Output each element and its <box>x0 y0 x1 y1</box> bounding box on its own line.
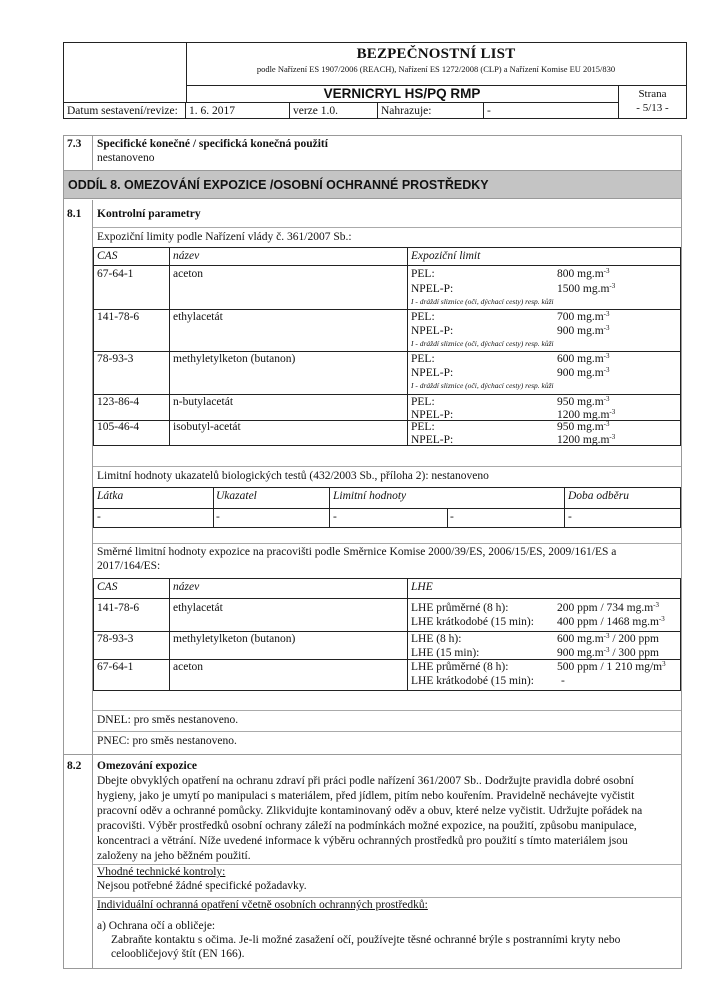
paragraph-line: koncentraci a větrání. Níže uvedené informace k výběru ochranných prostředků pro použití s tímto materiálem jsou <box>97 835 628 847</box>
table-cell: - <box>450 511 454 523</box>
section-7-3-title: Specifické konečné / specifická konečná použití <box>97 138 328 150</box>
limit-note: I - dráždí sliznice (oči, dýchací cesty) resp. kůži <box>411 297 554 306</box>
limit-label: PEL: <box>411 421 435 433</box>
lhe-label: LHE průměrné (8 h): <box>411 661 509 673</box>
row-divider <box>94 598 680 599</box>
title-cell <box>186 43 686 86</box>
limit-value: 950 $mg.m^{-3}$ <box>557 420 610 433</box>
limit-value: 800 $mg.m^{-3}$ <box>557 267 610 280</box>
eu-limits-intro-line2: 2017/164/ES: <box>97 560 161 572</box>
limit-value: 1200 $mg.m^{-3}$ <box>557 408 616 421</box>
section-8-2-title: Omezování expozice <box>97 760 197 772</box>
paragraph-line: pracovní oděv a ochranné pomůcky. Zlikvidujte kontaminovaný oděv a obuv, které nelze vyčistit. Udržujte pořádek na <box>97 805 643 817</box>
row-divider <box>94 309 680 310</box>
table-header-lhe: LHE <box>411 581 433 593</box>
cas-number: 78-93-3 <box>97 633 134 645</box>
substance-name: aceton <box>173 268 204 280</box>
lhe-label: LHE krátkodobé (15 min): <box>411 616 534 628</box>
row-divider <box>94 351 680 352</box>
row-divider <box>94 659 680 660</box>
table-header-cas: CAS <box>97 581 118 593</box>
divider <box>93 897 681 898</box>
divider <box>93 731 681 732</box>
col-divider <box>407 248 408 445</box>
limit-label: NPEL-P: <box>411 409 454 421</box>
lhe-label: LHE krátkodobé (15 min): <box>411 675 534 687</box>
col-divider <box>407 579 408 690</box>
divider <box>93 543 681 544</box>
eye-protection-line1: Zabraňte kontaktu s očima. Je-li možné zasažení očí, používejte těsné ochranné brýle s postranními kryty nebo <box>111 934 621 946</box>
section-8-heading: ODDÍL 8. OMEZOVÁNÍ EXPOZICE /OSOBNÍ OCHRANNÉ PROSTŘEDKY <box>64 170 681 199</box>
cas-number: 67-64-1 <box>97 268 134 280</box>
section-number-7-3: 7.3 <box>67 138 82 150</box>
limit-value: 900 $mg.m^{-3}$ <box>557 324 610 337</box>
row-divider <box>94 508 680 509</box>
paragraph-line: založeny na jeho běžném použití. <box>97 850 251 862</box>
exposure-limits-intro: Expoziční limity podle Nařízení vlády č. 361/2007 Sb.: <box>97 231 352 243</box>
document-title: BEZPEČNOSTNÍ LIST <box>356 46 516 62</box>
exposure-control-paragraph <box>97 774 682 864</box>
row-divider <box>94 631 680 632</box>
limit-label: NPEL-P: <box>411 325 454 337</box>
page-cell <box>618 85 686 118</box>
table-cell: - <box>568 511 572 523</box>
logo-cell <box>64 43 187 102</box>
date-label: Datum sestavení/revize: <box>64 103 186 119</box>
limit-label: PEL: <box>411 396 435 408</box>
limit-value: 1200 $mg.m^{-3}$ <box>557 433 616 446</box>
limit-value: 700 $mg.m^{-3}$ <box>557 310 610 323</box>
section-7-3-text: nestanoveno <box>97 152 155 164</box>
cas-number: 141-78-6 <box>97 311 140 323</box>
table-header-limit-values: Limitní hodnoty <box>333 490 407 502</box>
dnel-text: DNEL: pro směs nestanoveno. <box>97 714 239 726</box>
divider <box>64 754 681 755</box>
limit-label: NPEL-P: <box>411 434 454 446</box>
document-subtitle: podle Nařízení ES 1907/2006 (REACH), Nařízení ES 1272/2008 (CLP) a Nařízení Komise EU 2015/830 <box>256 64 616 74</box>
limit-label: NPEL-P: <box>411 283 454 295</box>
limit-label: NPEL-P: <box>411 367 454 379</box>
paragraph-line: pracovišti. Výběr prostředků osobní ochrany záleží na podmínkách možné expozice, na použití, způsobu manipulace, <box>97 820 637 832</box>
table-header-limit: Expoziční limit <box>411 250 481 262</box>
lhe-label: LHE průměrné (8 h): <box>411 602 509 614</box>
limit-label: PEL: <box>411 311 435 323</box>
revision-row <box>64 102 618 119</box>
lhe-label: LHE (8 h): <box>411 633 462 645</box>
section-8-1-title: Kontrolní parametry <box>97 208 201 220</box>
divider <box>92 136 93 170</box>
limit-note: I - dráždí sliznice (oči, dýchací cesty) resp. kůži <box>411 381 554 390</box>
replaces-label: Nahrazuje: <box>378 103 484 119</box>
date-value: 1. 6. 2017 <box>186 103 290 119</box>
table-header-substance: Látka <box>97 490 124 502</box>
col-divider <box>447 508 448 527</box>
document-header <box>63 42 687 119</box>
limit-label: PEL: <box>411 353 435 365</box>
limit-note: I - dráždí sliznice (oči, dýchací cesty) resp. kůži <box>411 339 554 348</box>
substance-name: aceton <box>173 661 204 673</box>
cas-number: 67-64-1 <box>97 661 134 673</box>
table-header-sampling-time: Doba odběru <box>568 490 630 502</box>
col-divider <box>169 579 170 690</box>
limit-value: 950 $mg.m^{-3}$ <box>557 395 610 408</box>
row-divider <box>94 265 680 266</box>
cas-number: 105-46-4 <box>97 421 140 433</box>
limit-value: 600 $mg.m^{-3}$ <box>557 352 610 365</box>
page-number: - 5/13 - <box>636 102 669 114</box>
table-cell: - <box>333 511 337 523</box>
substance-name: n-butylacetát <box>173 396 234 408</box>
pnec-text: PNEC: pro směs nestanoveno. <box>97 735 237 747</box>
technical-controls-text: Nejsou potřebné žádné specifické požadavky. <box>97 880 307 892</box>
limit-value: 1500 $mg.m^{-3}$ <box>557 282 616 295</box>
divider <box>93 227 681 228</box>
cas-number: 123-86-4 <box>97 396 140 408</box>
limit-label: PEL: <box>411 268 435 280</box>
lhe-value: 900 $mg.m^{-3} / 300$ ppm <box>557 646 659 659</box>
lhe-value: 200 ppm / 734 $mg.m^{-3}$ <box>557 601 659 614</box>
replaces-value: - <box>487 105 491 117</box>
eye-protection-title: a) Ochrana očí a obličeje: <box>97 920 216 932</box>
paragraph-line: hygieny, jako je umytí po manipulaci s materiálem, před jídlem, pitím nebo kouřením. Pravidelně nechávejte vyčistit <box>97 790 635 802</box>
substance-name: ethylacetát <box>173 311 223 323</box>
section-number-8-1: 8.1 <box>67 208 82 220</box>
divider <box>93 864 681 865</box>
cas-number: 78-93-3 <box>97 353 134 365</box>
ppe-title: Individuální ochranná opatření včetně osobních ochranných prostředků: <box>97 899 428 911</box>
biological-limits-intro: Limitní hodnoty ukazatelů biologických testů (432/2003 Sb., příloha 2): nestanoveno <box>97 470 489 482</box>
table-cell: - <box>216 511 220 523</box>
lhe-value: 600 $mg.m^{-3} / 200$ ppm <box>557 632 659 645</box>
product-name: VERNICRYL HS/PQ RMP <box>186 85 618 103</box>
section-number-8-2: 8.2 <box>67 760 82 772</box>
row-divider <box>94 394 680 395</box>
cas-number: 141-78-6 <box>97 602 140 614</box>
substance-name: methyletylketon (butanon) <box>173 633 296 645</box>
lhe-value: 500 ppm / 1 210 $mg/m^3$ <box>557 660 666 673</box>
col-divider <box>169 248 170 445</box>
divider <box>93 466 681 467</box>
divider <box>93 710 681 711</box>
lhe-value: - <box>561 675 565 687</box>
page-label: Strana <box>638 88 667 100</box>
lhe-label: LHE (15 min): <box>411 647 480 659</box>
table-cell: - <box>97 511 101 523</box>
divider <box>92 755 93 968</box>
eye-protection-line2: celoobličejový štít (EN 166). <box>111 948 245 960</box>
technical-controls-title: Vhodné technické kontroly: <box>97 866 226 878</box>
limit-value: 900 $mg.m^{-3}$ <box>557 366 610 379</box>
substance-name: ethylacetát <box>173 602 223 614</box>
table-header-name: název <box>173 581 200 593</box>
table-header-cas: CAS <box>97 250 118 262</box>
table-header-indicator: Ukazatel <box>216 490 257 502</box>
lhe-value: 400 ppm / 1468 $mg.m^{-3}$ <box>557 615 665 628</box>
table-header-name: název <box>173 250 200 262</box>
substance-name: isobutyl-acetát <box>173 421 241 433</box>
substance-name: methyletylketon (butanon) <box>173 353 296 365</box>
version-value: verze 1.0. <box>290 103 378 119</box>
paragraph-line: Dbejte obvyklých opatření na ochranu zdraví při práci podle nařízení 361/2007 Sb.. Dodržujte pravidla dobré osobní <box>97 775 634 787</box>
eu-limits-intro-line1: Směrné limitní hodnoty expozice na pracovišti podle Směrnice Komise 2000/39/ES, 2006/15/ES, 2009/161/ES a <box>97 546 617 558</box>
